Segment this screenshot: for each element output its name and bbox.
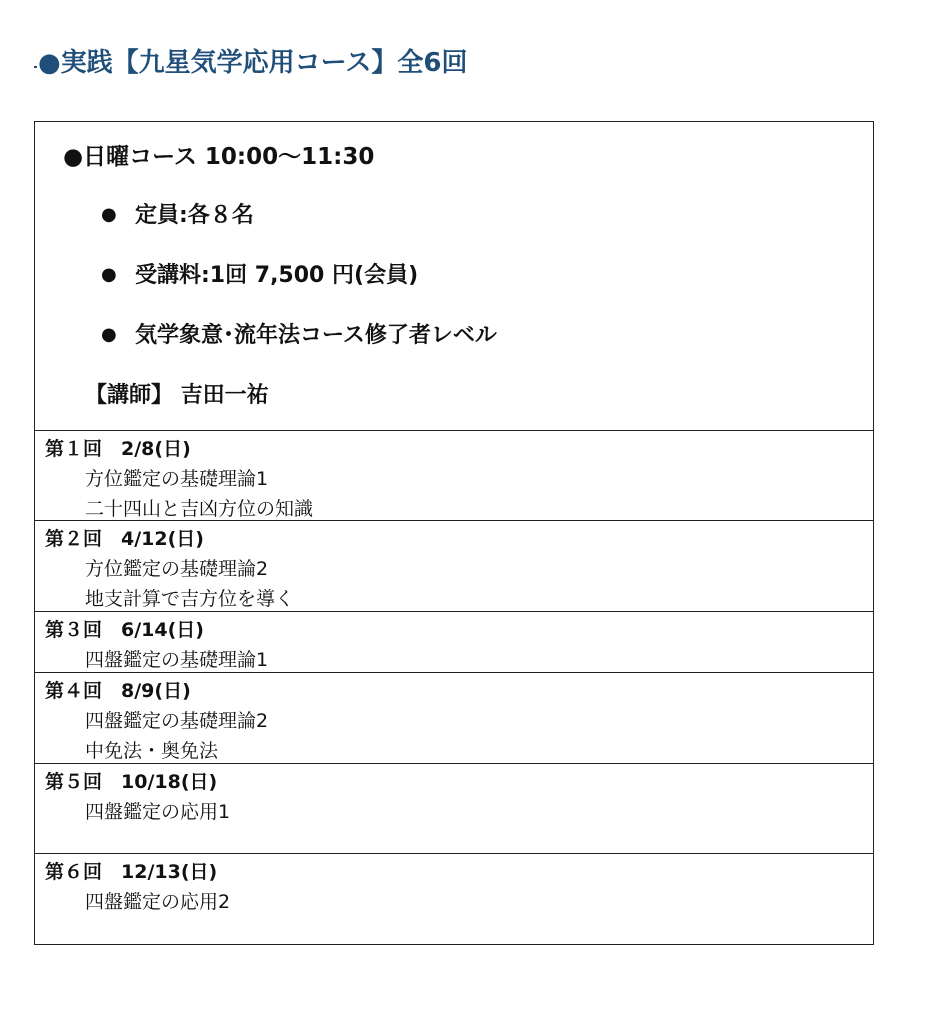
info-text: 定員:各８名: [135, 203, 254, 228]
session-row-6: [35, 854, 873, 945]
session-row-1: [35, 431, 873, 521]
info-item-capacity: [101, 198, 254, 229]
info-item-level: [101, 318, 497, 349]
session-label: 第２回 4/12(日): [45, 528, 204, 550]
session-topic: 四盤鑑定の基礎理論2: [85, 710, 269, 732]
bullet-icon: ●: [101, 324, 117, 345]
page-title-text: ●実践【九星気学応用コース】全6回: [38, 48, 468, 78]
session-topic: 四盤鑑定の応用2: [85, 891, 231, 913]
info-text: 受講料:1回 7,500 円(会員): [135, 263, 419, 288]
session-label: 第１回 2/8(日): [45, 438, 191, 460]
session-topic: 二十四山と吉凶方位の知識: [85, 498, 314, 520]
title-dot-mark: [34, 66, 37, 68]
session-row-4: [35, 673, 873, 764]
page-title: [38, 42, 467, 79]
bullet-icon: ●: [101, 204, 117, 225]
session-topic: 四盤鑑定の応用1: [85, 801, 231, 823]
course-heading: ●日曜コース 10:00～11:30: [63, 144, 375, 170]
session-topic: 方位鑑定の基礎理論2: [85, 558, 269, 580]
session-label: 第４回 8/9(日): [45, 680, 191, 702]
bullet-icon: ●: [101, 264, 117, 285]
session-row-5: [35, 764, 873, 854]
info-text: 気学象意･流年法コース修了者レベル: [135, 323, 497, 348]
session-label: 第５回 10/18(日): [45, 771, 218, 793]
info-item-fee: [101, 258, 418, 289]
course-box: [34, 121, 874, 945]
session-topic: 中免法・奥免法: [85, 740, 219, 762]
instructor: 【講師】 吉田一祐: [85, 383, 269, 408]
session-label: 第３回 6/14(日): [45, 619, 204, 641]
session-topic: 地支計算で吉方位を導く: [85, 588, 295, 610]
session-label: 第６回 12/13(日): [45, 861, 218, 883]
session-row-3: [35, 612, 873, 673]
session-topic: 方位鑑定の基礎理論1: [85, 468, 269, 490]
session-topic: 四盤鑑定の基礎理論1: [85, 649, 269, 671]
course-info: [35, 122, 873, 431]
session-row-2: [35, 521, 873, 612]
